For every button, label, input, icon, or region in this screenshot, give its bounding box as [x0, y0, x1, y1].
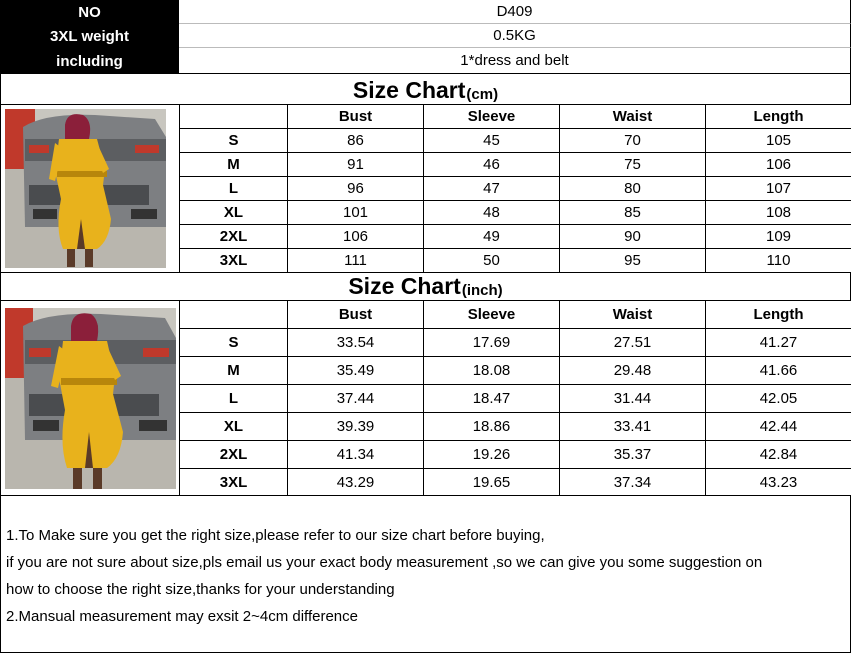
product-photo-cell	[1, 301, 180, 496]
length-cell: 107	[706, 177, 851, 201]
info-label: NO	[0, 0, 179, 24]
product-photo-cell	[1, 105, 180, 273]
sleeve-cell: 19.65	[424, 469, 560, 496]
info-value: 0.5KG	[179, 24, 851, 48]
bust-cell: 35.49	[288, 357, 424, 385]
sleeve-cell: 18.86	[424, 413, 560, 441]
note-line: if you are not sure about size,pls email us your exact body measurement ,so we can give you some suggestion on	[6, 554, 763, 571]
table-header-row	[1, 301, 851, 329]
note-line: how to choose the right size,thanks for your understanding	[6, 581, 395, 598]
column-header: Length	[706, 105, 851, 129]
size-label: 3XL	[180, 249, 288, 273]
length-cell: 42.44	[706, 413, 851, 441]
size-label: 2XL	[180, 225, 288, 249]
size-chart-unit: (inch)	[461, 282, 503, 299]
note-line: 1.To Make sure you get the right size,please refer to our size chart before buying,	[6, 527, 545, 544]
product-info-header	[0, 0, 851, 74]
waist-cell: 95	[560, 249, 706, 273]
column-header: Sleeve	[424, 105, 560, 129]
size-label: 3XL	[180, 469, 288, 496]
size-chart-inch-table	[0, 300, 851, 496]
column-header: Bust	[288, 105, 424, 129]
sleeve-cell: 49	[424, 225, 560, 249]
size-chart-cm-title	[0, 74, 851, 104]
waist-cell: 35.37	[560, 441, 706, 469]
size-label: M	[180, 357, 288, 385]
table-header-row	[1, 105, 851, 129]
waist-cell: 29.48	[560, 357, 706, 385]
waist-cell: 70	[560, 129, 706, 153]
column-header: Sleeve	[424, 301, 560, 329]
note-line: 2.Mansual measurement may exsit 2~4cm difference	[6, 608, 358, 625]
sleeve-cell: 45	[424, 129, 560, 153]
info-row-no	[0, 0, 851, 24]
size-chart-inch-title	[0, 272, 851, 300]
size-header-blank	[180, 301, 288, 329]
bust-cell: 37.44	[288, 385, 424, 413]
bust-cell: 91	[288, 153, 424, 177]
length-cell: 105	[706, 129, 851, 153]
info-row-including	[0, 48, 851, 74]
bust-cell: 33.54	[288, 329, 424, 357]
size-label: XL	[180, 413, 288, 441]
bust-cell: 43.29	[288, 469, 424, 496]
column-header: Bust	[288, 301, 424, 329]
length-cell: 108	[706, 201, 851, 225]
sleeve-cell: 19.26	[424, 441, 560, 469]
bust-cell: 106	[288, 225, 424, 249]
sleeve-cell: 46	[424, 153, 560, 177]
sleeve-cell: 47	[424, 177, 560, 201]
waist-cell: 27.51	[560, 329, 706, 357]
size-label: L	[180, 177, 288, 201]
info-label: including	[0, 48, 179, 74]
info-value: D409	[179, 0, 851, 24]
waist-cell: 33.41	[560, 413, 706, 441]
size-label: S	[180, 329, 288, 357]
size-chart-title: Size Chart	[348, 273, 461, 299]
sleeve-cell: 50	[424, 249, 560, 273]
length-cell: 110	[706, 249, 851, 273]
size-chart-cm-table	[0, 104, 851, 273]
info-value: 1*dress and belt	[179, 48, 851, 74]
length-cell: 43.23	[706, 469, 851, 496]
size-label: XL	[180, 201, 288, 225]
length-cell: 41.27	[706, 329, 851, 357]
size-chart-title: Size Chart	[352, 77, 466, 103]
size-label: M	[180, 153, 288, 177]
column-header: Waist	[560, 105, 706, 129]
size-label: L	[180, 385, 288, 413]
length-cell: 106	[706, 153, 851, 177]
sizing-notes	[0, 495, 851, 653]
column-header: Waist	[560, 301, 706, 329]
size-label: S	[180, 129, 288, 153]
waist-cell: 37.34	[560, 469, 706, 496]
info-row-weight	[0, 24, 851, 48]
waist-cell: 31.44	[560, 385, 706, 413]
dress-model-photo	[5, 308, 176, 489]
bust-cell: 39.39	[288, 413, 424, 441]
sleeve-cell: 18.08	[424, 357, 560, 385]
waist-cell: 90	[560, 225, 706, 249]
bust-cell: 101	[288, 201, 424, 225]
length-cell: 109	[706, 225, 851, 249]
sleeve-cell: 48	[424, 201, 560, 225]
size-label: 2XL	[180, 441, 288, 469]
waist-cell: 85	[560, 201, 706, 225]
info-label: 3XL weight	[0, 24, 179, 48]
waist-cell: 80	[560, 177, 706, 201]
size-header-blank	[180, 105, 288, 129]
length-cell: 41.66	[706, 357, 851, 385]
bust-cell: 111	[288, 249, 424, 273]
size-chart-unit: (cm)	[466, 86, 499, 103]
bust-cell: 41.34	[288, 441, 424, 469]
bust-cell: 86	[288, 129, 424, 153]
sleeve-cell: 18.47	[424, 385, 560, 413]
waist-cell: 75	[560, 153, 706, 177]
length-cell: 42.05	[706, 385, 851, 413]
dress-model-photo	[5, 109, 166, 268]
length-cell: 42.84	[706, 441, 851, 469]
column-header: Length	[706, 301, 851, 329]
sleeve-cell: 17.69	[424, 329, 560, 357]
bust-cell: 96	[288, 177, 424, 201]
